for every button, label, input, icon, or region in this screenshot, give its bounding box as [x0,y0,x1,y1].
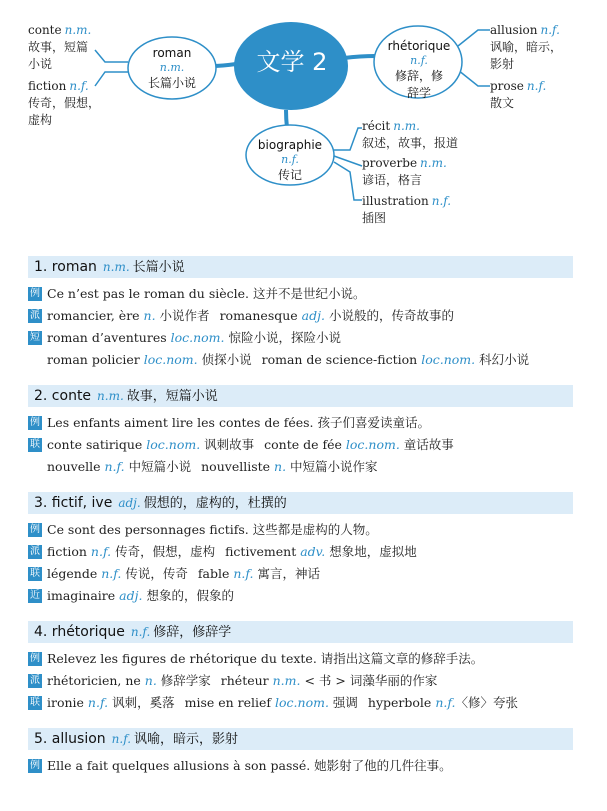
line-text: 中短篇小说作家 [286,459,378,474]
line-text: 科幻小说 [475,352,530,367]
line-text: rhéteur [220,673,273,688]
mm-fiction-cn1: 传奇，假想， [28,96,101,110]
line-text: 小说般的，传奇故事的 [324,308,454,323]
line-text: Relevez les figures de rhétorique du texte. 请指出这篇文章的修辞手法。 [47,651,484,666]
part-of-speech: n.f. [101,566,122,581]
line-text: mise en relief [184,695,276,710]
mm-allusion-pos: n.f. [540,23,560,37]
line-text: 童话故事 [399,437,454,452]
line-text: 想象地，虚拟地 [325,544,417,559]
entry-pos: n.f. [111,732,132,746]
mm-prose [490,78,546,112]
mm-fiction-pos: n.f. [69,79,89,93]
node-roman-word: roman [152,46,192,60]
mm-fiction-word: fiction [28,79,67,93]
line-text: imaginaire [47,588,120,603]
line-text: fiction [47,544,91,559]
vocabulary-entries [28,256,573,791]
line-tag-icon: 联 [30,568,40,579]
entry-pos: n.f. [130,625,151,639]
line-text: 讽刺故事 [200,437,255,452]
entry-header [28,728,573,750]
entry-line [28,412,573,434]
entry-translation: 故事，短篇小说 [126,389,218,404]
line-tag-icon: 近 [30,590,40,601]
line-text: 传说，传奇 [121,566,188,581]
entry-pos: n.m. [97,389,124,403]
entry-line [28,349,573,371]
part-of-speech: loc.nom. [421,352,476,367]
entry-line [28,434,573,456]
mm-allusion-word: allusion [490,23,538,37]
line-text: 想象的，假象的 [142,588,234,603]
entry-header [28,492,573,514]
part-of-speech: loc.nom. [275,695,329,710]
node-roman-pos: n.m. [159,61,185,74]
line-text: fictivement [225,544,301,559]
line-text: 强调 [328,695,358,710]
line-tag-icon: 派 [30,546,40,557]
part-of-speech: loc.nom. [345,437,400,452]
node-roman-cn: 长篇小说 [147,76,196,90]
line-text: conte de fée [264,437,346,452]
entry [28,728,573,777]
mm-prose-word: prose [490,79,524,93]
entry-line [28,692,573,714]
entry-header [28,621,573,643]
line-text: 中短篇小说 [124,459,192,474]
entry-line [28,585,573,607]
line-text: nouvelliste [201,459,275,474]
mm-recit-word: récit [362,119,391,133]
line-tag-icon: 派 [30,675,40,686]
line-tag-icon: 例 [30,417,40,428]
entry-headword: 3. fictif, ive [34,495,113,511]
node-biographie-word: biographie [257,138,323,152]
line-text: Ce sont des personnages fictifs. 这些都是虚构的人物。 [47,522,378,537]
mm-recit-cn: 叙述，故事，报道 [362,136,459,150]
mm-recit-pos: n.m. [393,119,420,133]
mm-conte-cn1: 故事，短篇 [28,40,89,54]
entry-translation: 讽喻，暗示，影射 [134,732,239,747]
entry-translation: 长篇小说 [132,260,185,275]
entry-line [28,541,573,563]
line-tag-icon: 例 [30,760,40,771]
line-text: conte satirique [47,437,147,452]
part-of-speech: n.f. [104,459,125,474]
entry [28,492,573,607]
entry-line [28,670,573,692]
line-text: 惊险小说，探险小说 [224,330,341,345]
part-of-speech: n.f. [435,695,456,710]
entry-line [28,563,573,585]
line-text: 〈修〉夸张 [455,695,519,710]
mm-proverbe [362,155,447,189]
entry-headword: 2. conte [34,388,92,404]
entry-headword: 4. rhétorique [34,624,125,640]
mm-illustration [362,193,451,227]
node-biographie-pos: n.f. [281,153,299,166]
node-rhetorique-pos: n.f. [410,54,428,67]
line-text: Les enfants aiment lire les contes de fées. 孩子们喜爱读童话。 [47,415,430,430]
mm-illustration-cn: 插图 [362,211,387,225]
line-text: romancier, ère [47,308,144,323]
mm-fiction-cn2: 虚构 [28,113,53,127]
entry [28,621,573,714]
mm-allusion-cn2: 影射 [490,57,515,71]
part-of-speech: n.f. [233,566,254,581]
line-text: 讽刺，奚落 [108,695,175,710]
mm-proverbe-word: proverbe [362,156,418,170]
entry [28,385,573,478]
line-text: 小说作者 [155,308,210,323]
part-of-speech: n.f. [87,695,109,710]
line-text: romanesque [219,308,302,323]
part-of-speech: loc.nom. [146,437,201,452]
line-text: 寓言，神话 [253,566,321,581]
mind-map-center-title: 文学 2 [256,48,328,76]
line-text: légende [47,566,102,581]
line-text: hyperbole [367,695,436,710]
entry-headword: 1. roman [34,259,97,275]
mm-allusion [490,22,562,73]
node-rhetorique-cn2: 辞学 [406,86,431,100]
line-text: nouvelle [47,459,105,474]
entry-pos: adj. [118,496,141,510]
part-of-speech: adj. [301,308,325,323]
entry-line [28,648,573,670]
entry-header [28,385,573,407]
part-of-speech: n. [274,459,287,474]
part-of-speech: adv. [300,544,326,559]
node-roman [130,45,214,92]
line-text: ironie [47,695,88,710]
line-text: fable [197,566,234,581]
node-rhetorique-cn1: 修辞，修 [394,69,443,83]
entry-line [28,327,573,349]
line-text: Ce n’est pas le roman du siècle. 这并不是世纪小说。 [47,286,366,301]
entry-line [28,519,573,541]
line-text: roman d’aventures [47,330,171,345]
part-of-speech: n.m. [272,673,301,688]
mm-prose-cn: 散文 [490,96,515,110]
entry-header [28,256,573,278]
line-text: roman de science-fiction [261,352,422,367]
line-tag-icon: 例 [30,653,40,664]
entry-pos: n.m. [102,260,130,274]
line-tag-icon: 例 [30,288,40,299]
mm-recit [362,118,458,152]
part-of-speech: loc.nom. [143,352,198,367]
line-text: roman policier [47,352,144,367]
mm-illustration-pos: n.f. [431,194,452,208]
part-of-speech: adj. [119,588,143,603]
mm-illustration-word: illustration [362,194,429,208]
entry-line [28,456,573,478]
node-rhetorique [376,38,462,102]
mm-fiction [28,78,100,129]
mm-prose-pos: n.f. [526,79,547,93]
node-biographie-cn: 传记 [277,168,302,182]
part-of-speech: loc.nom. [170,330,225,345]
entry-line [28,283,573,305]
line-text: rhétoricien, ne [47,673,145,688]
part-of-speech: n. [144,673,157,688]
line-tag-icon: 联 [30,439,40,450]
mm-allusion-cn1: 讽喻，暗示， [490,40,563,54]
line-text: < 书 > 词藻华丽的作家 [300,673,438,688]
mind-map [0,0,607,240]
line-tag-icon: 短 [30,332,40,343]
line-tag-icon: 例 [30,524,40,535]
line-text: Elle a fait quelques allusions à son passé. 她影射了他的几件往事。 [47,758,452,773]
part-of-speech: n. [143,308,156,323]
mm-proverbe-cn: 谚语，格言 [362,173,423,187]
entry-line [28,305,573,327]
line-text: 修辞学家 [156,673,211,688]
mm-conte [28,22,91,73]
line-tag-icon: 联 [30,697,40,708]
entry-line [28,755,573,777]
node-biographie [246,137,334,184]
mm-proverbe-pos: n.m. [420,156,447,170]
mm-conte-cn2: 小说 [28,57,53,71]
entry-translation: 假想的，虚构的，杜撰的 [143,496,287,511]
line-text: 传奇，假想，虚构 [111,544,216,559]
entry [28,256,573,371]
line-tag-icon: 派 [30,310,40,321]
mm-conte-pos: n.m. [64,23,92,37]
entry-headword: 5. allusion [34,731,106,747]
entry-translation: 修辞，修辞学 [153,625,232,640]
node-rhetorique-word: rhétorique [387,39,451,53]
mm-conte-word: conte [28,23,62,37]
line-text: 侦探小说 [197,352,252,367]
part-of-speech: n.f. [90,544,112,559]
